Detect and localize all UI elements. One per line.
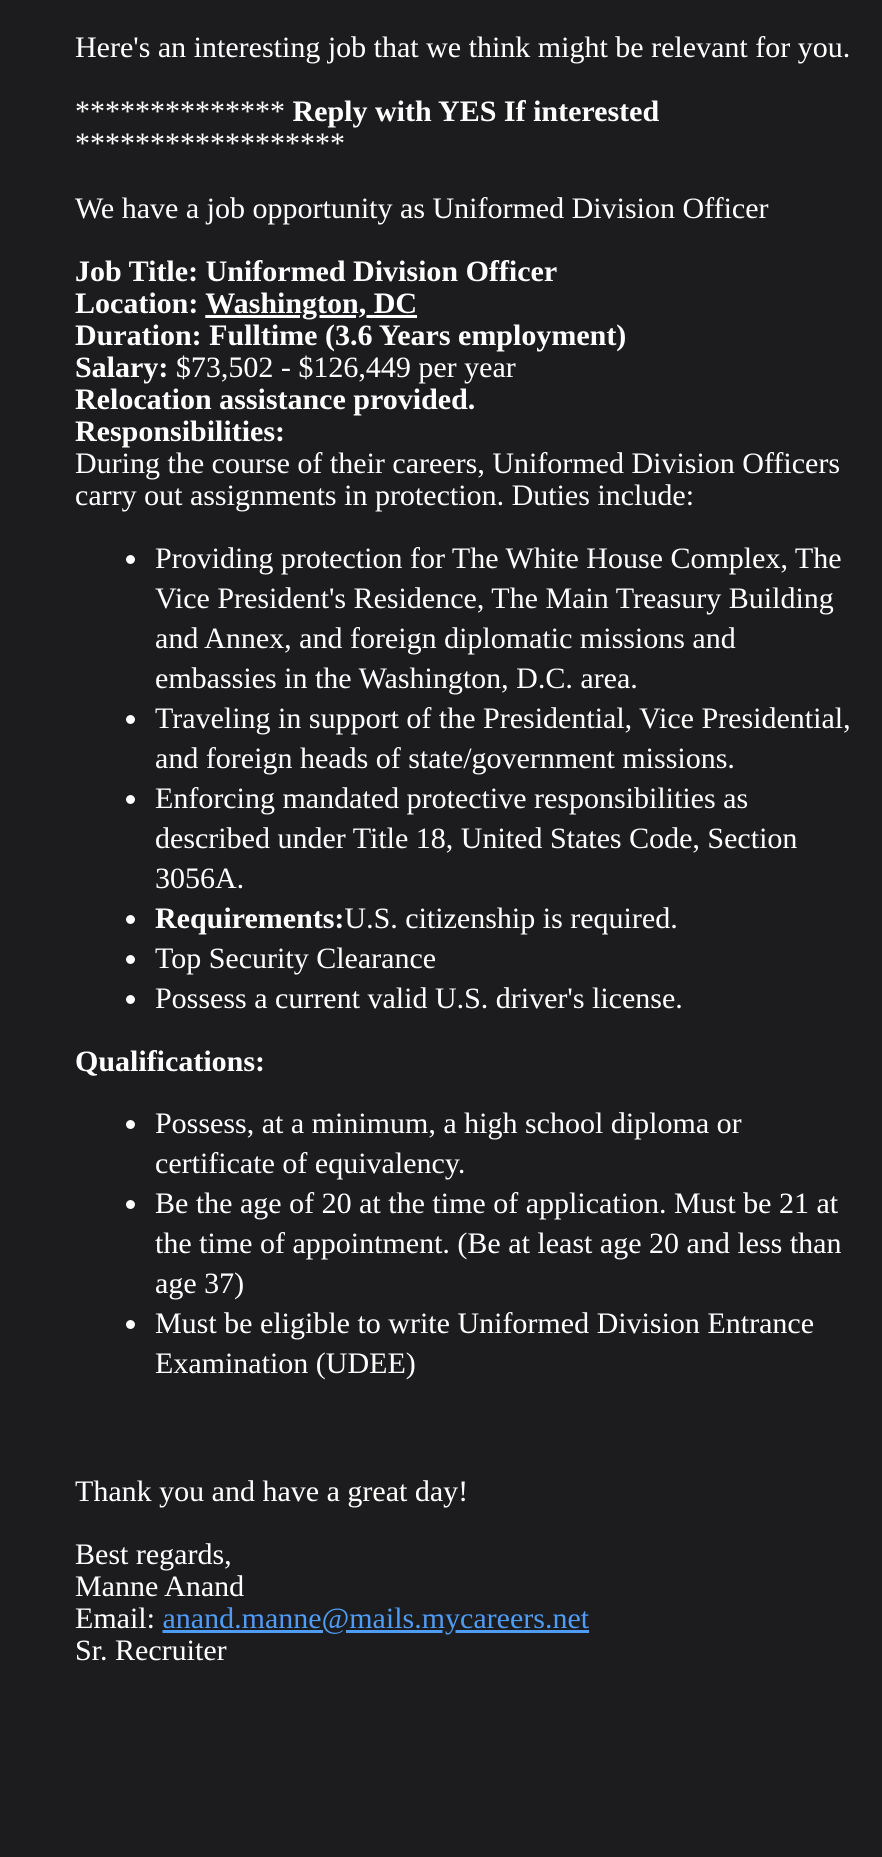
reply-line (75, 96, 855, 160)
list-item: Traveling in support of the Presidential, Vice Presidential, and foreign heads of state/government missions. (155, 699, 855, 779)
requirements-label: Requirements: (155, 902, 345, 935)
intro-text: Here's an interesting job that we think might be relevant for you. (75, 31, 851, 64)
sender-email-link[interactable]: anand.manne@mails.mycareers.net (162, 1602, 590, 1635)
list-item: Enforcing mandated protective responsibilities as described under Title 18, United States Code, Section 3056A. (155, 779, 855, 899)
list-item: Possess, at a minimum, a high school diploma or certificate of equivalency. (155, 1104, 855, 1184)
duration-line (75, 320, 855, 352)
duration-value: Fulltime (3.6 Years employment) (209, 319, 627, 352)
sender-email-line (75, 1603, 855, 1635)
reply-instruction: Reply with YES If interested (292, 95, 660, 128)
opportunity-text: We have a job opportunity as Uniformed Division Officer (75, 192, 769, 225)
salary-value: $73,502 - $126,449 per year (168, 351, 516, 384)
job-details (75, 256, 855, 512)
list-item: Be the age of 20 at the time of application. Must be 21 at the time of appointment. (Be at least age 20 and less than age 37) (155, 1184, 855, 1304)
email-body (75, 0, 855, 1667)
relocation-text: Relocation assistance provided. (75, 383, 476, 416)
regards-text: Best regards, (75, 1538, 232, 1571)
job-title-value: Uniformed Division Officer (205, 255, 558, 288)
list-item: Must be eligible to write Uniformed Division Entrance Examination (UDEE) (155, 1304, 855, 1384)
qualifications-heading (75, 1046, 855, 1078)
signature (75, 1539, 855, 1667)
list-item: Possess a current valid U.S. driver's license. (155, 979, 855, 1019)
salary-line (75, 352, 855, 384)
location-value: Washington, DC (205, 287, 418, 320)
job-title-line (75, 256, 855, 288)
location-label: Location: (75, 287, 206, 320)
email-label: Email: (75, 1602, 163, 1635)
salary-label: Salary: (75, 351, 169, 384)
list-item (155, 899, 855, 939)
duration-label: Duration: (75, 319, 210, 352)
reply-asterisks-left: ************** (75, 95, 293, 128)
list-item: Top Security Clearance (155, 939, 855, 979)
responsibilities-intro: During the course of their careers, Uniformed Division Officers carry out assignments in protection. Duties include: (75, 447, 841, 512)
job-title-label: Job Title: (75, 255, 206, 288)
qualifications-list (75, 1104, 855, 1384)
sender-title: Sr. Recruiter (75, 1634, 227, 1667)
requirements-first: U.S. citizenship is required. (344, 902, 678, 935)
reply-asterisks-right: ****************** (75, 127, 345, 160)
responsibilities-heading (75, 416, 855, 448)
responsibilities-label: Responsibilities: (75, 415, 286, 448)
sender-name: Manne Anand (75, 1570, 245, 1603)
duties-list (75, 539, 855, 1019)
qualifications-label: Qualifications: (75, 1045, 266, 1078)
location-line (75, 288, 855, 320)
list-item: Providing protection for The White House Complex, The Vice President's Residence, The Main Treasury Building and Annex, and foreign diplomatic missions and embassies in the Washington, D.C. area. (155, 539, 855, 699)
closing-text: Thank you and have a great day! (75, 1475, 469, 1508)
relocation-line (75, 384, 855, 416)
